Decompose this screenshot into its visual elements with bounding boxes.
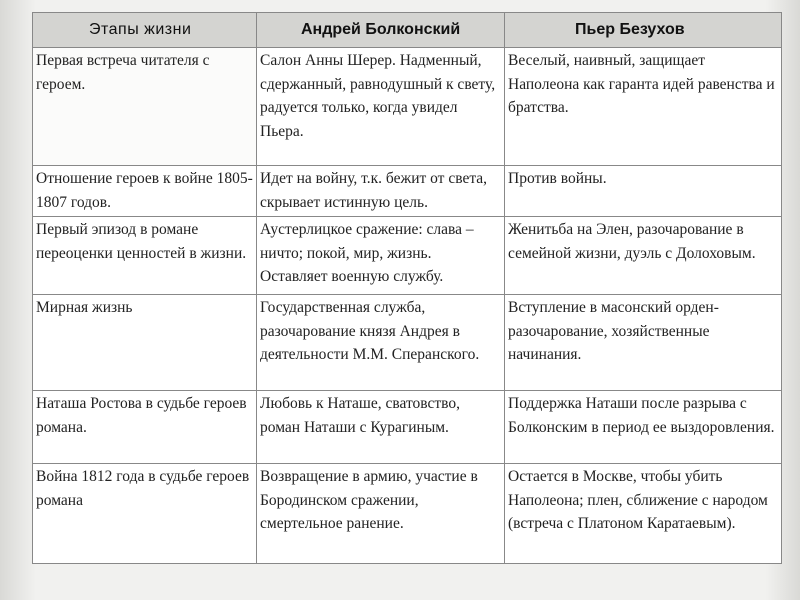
cell-stage: Мирная жизнь [33,295,257,391]
cell-pierre: Поддержка Наташи после разрыва с Болконским в период ее выздоровления. [505,391,782,464]
cell-pierre: Остается в Москве, чтобы убить Наполеона; плен, сближение с народом (встреча с Платоном Каратаевым). [505,464,782,564]
cell-andrei: Идет на войну, т.к. бежит от света, скрывает истинную цель. [257,166,505,217]
cell-pierre: Против войны. [505,166,782,217]
cell-andrei: Государственная служба, разочарование князя Андрея в деятельности М.М. Сперанского. [257,295,505,391]
table-row [33,48,782,166]
table-row [33,217,782,295]
header-andrei: Андрей Болконский [257,13,505,48]
cell-andrei: Любовь к Наташе, сватовство, роман Наташи с Курагиным. [257,391,505,464]
cell-andrei: Аустерлицкое сражение: слава – ничто; покой, мир, жизнь. Оставляет военную службу. [257,217,505,295]
table-row [33,295,782,391]
header-life-stages: Этапы жизни [33,13,257,48]
cell-stage: Наташа Ростова в судьбе героев романа. [33,391,257,464]
cell-pierre: Вступление в масонский орден-разочарование, хозяйственные начинания. [505,295,782,391]
comparison-table [32,12,782,564]
table-row [33,166,782,217]
cell-andrei: Возвращение в армию, участие в Бородинском сражении, смертельное ранение. [257,464,505,564]
header-row [33,13,782,48]
cell-stage: Первый эпизод в романе переоценки ценностей в жизни. [33,217,257,295]
page-shadow-left [0,0,36,600]
cell-stage: Война 1812 года в судьбе героев романа [33,464,257,564]
cell-pierre: Веселый, наивный, защищает Наполеона как гаранта идей равенства и братства. [505,48,782,166]
cell-pierre: Женитьба на Элен, разочарование в семейной жизни, дуэль с Долоховым. [505,217,782,295]
cell-andrei: Салон Анны Шерер. Надменный, сдержанный, равнодушный к свету, радуется только, когда увидел Пьера. [257,48,505,166]
table-row [33,391,782,464]
cell-stage: Отношение героев к войне 1805-1807 годов. [33,166,257,217]
cell-stage: Первая встреча читателя с героем. [33,48,257,166]
header-pierre: Пьер Безухов [505,13,782,48]
table-row [33,464,782,564]
